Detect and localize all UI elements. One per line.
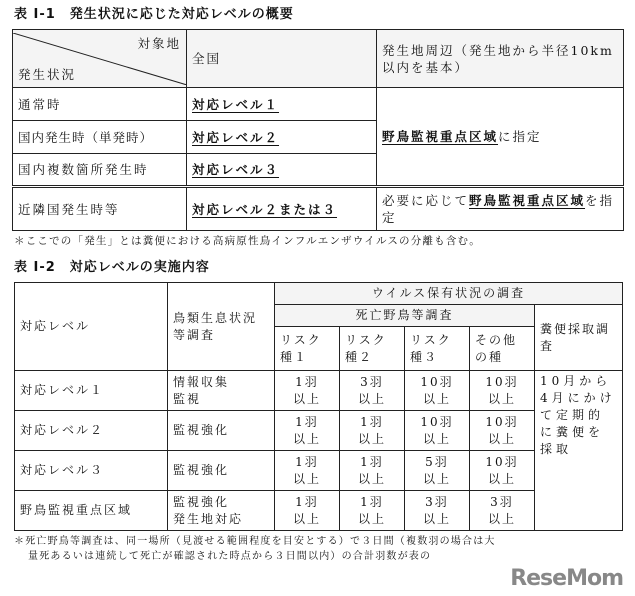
- header-risk2: リスク種２: [340, 327, 405, 371]
- table2-footnote-2: 量死あるいは連続して死亡が確認された時点から３日間以内）の合計羽数が表の: [28, 551, 432, 562]
- risk2-cell: 1羽 以上: [340, 411, 405, 451]
- risk3-cell: 10羽 以上: [405, 371, 470, 411]
- risk2-cell: 1羽 以上: [340, 491, 405, 531]
- situation-cell: 国内複数箇所発生時: [13, 154, 187, 187]
- level-cell: 対応レベル１: [192, 96, 280, 112]
- risk3-cell: 5羽 以上: [405, 451, 470, 491]
- table2: [14, 282, 623, 531]
- risk2-cell: 1羽 以上: [340, 451, 405, 491]
- corner-header: [13, 30, 187, 88]
- header-national: 全国: [187, 30, 377, 88]
- header-risk1: リスク種１: [275, 327, 340, 371]
- risk1-cell: 1羽 以上: [275, 371, 340, 411]
- header-level: 対応レベル: [15, 283, 168, 371]
- level-cell: 対応レベル２: [192, 129, 280, 145]
- header-feces: 糞便採取調査: [535, 305, 623, 371]
- risk1-cell: 1羽 以上: [275, 451, 340, 491]
- header-virus: ウイルス保有状況の調査: [275, 283, 623, 305]
- habitat-cell: 情報収集 監視: [168, 371, 275, 411]
- local-suffix: に指定: [498, 129, 542, 144]
- level-cell: 対応レベル２: [15, 411, 168, 451]
- table1-title: 表 I-1 発生状況に応じた対応レベルの概要: [14, 7, 294, 22]
- risk1-cell: 1羽 以上: [275, 491, 340, 531]
- table1: [12, 29, 624, 231]
- level-cell: 野鳥監視重点区域: [15, 491, 168, 531]
- corner-bottom: 発生状況: [18, 66, 77, 82]
- corner-top: 対象地: [137, 35, 181, 51]
- header-dead: 死亡野鳥等調査: [275, 305, 535, 327]
- situation-cell: 近隣国発生時等: [13, 187, 187, 231]
- feces-cell: 10月から4月にかけて定期的に糞便を採取: [535, 371, 623, 531]
- local-merged-cell: [377, 88, 624, 187]
- header-local: 発生地周辺（発生地から半径10km 以内を基本）: [377, 30, 624, 88]
- table-row: [15, 491, 623, 531]
- level-cell: 対応レベル１: [15, 371, 168, 411]
- priority-area-link: 野鳥監視重点区域: [382, 129, 499, 144]
- table-row: [15, 451, 623, 491]
- risk2-cell: 3羽 以上: [340, 371, 405, 411]
- local-last-cell: [377, 187, 624, 231]
- other-cell: 10羽 以上: [470, 451, 535, 491]
- level-cell: 対応レベル３: [192, 162, 280, 177]
- level-cell: 対応レベル２または３: [192, 201, 338, 217]
- resemom-watermark-logo: ReseMom: [510, 566, 623, 591]
- risk1-cell: 1羽 以上: [275, 411, 340, 451]
- header-risk3: リスク種３: [405, 327, 470, 371]
- level-cell: 対応レベル３: [15, 451, 168, 491]
- habitat-cell: 監視強化 発生地対応: [168, 491, 275, 531]
- table2-footnote-1: ＊死亡野鳥等調査は、同一場所（見渡せる範囲程度を目安とする）で３日間（複数羽の場合は大: [14, 536, 496, 547]
- table2-title: 表 I-2 対応レベルの実施内容: [14, 260, 210, 275]
- risk3-cell: 3羽 以上: [405, 491, 470, 531]
- situation-cell: 通常時: [13, 88, 187, 121]
- habitat-cell: 監視強化: [168, 451, 275, 491]
- habitat-cell: 監視強化: [168, 411, 275, 451]
- table-row: [15, 411, 623, 451]
- header-other: その他の種: [470, 327, 535, 371]
- other-cell: 10羽 以上: [470, 371, 535, 411]
- priority-area-link: 野鳥監視重点区域: [469, 193, 586, 208]
- situation-cell: 国内発生時（単発時）: [13, 121, 187, 154]
- table1-footnote: ＊ここでの「発生」とは糞便における高病原性鳥インフルエンザウイルスの分離も含む。: [14, 235, 481, 247]
- other-cell: 10羽 以上: [470, 411, 535, 451]
- header-habitat: 鳥類生息状況等調査: [168, 283, 275, 371]
- local-prefix: 必要に応じて: [382, 193, 470, 208]
- other-cell: 3羽 以上: [470, 491, 535, 531]
- local-suffix: を指定: [382, 193, 615, 225]
- risk3-cell: 10羽 以上: [405, 411, 470, 451]
- table-row: [15, 371, 623, 411]
